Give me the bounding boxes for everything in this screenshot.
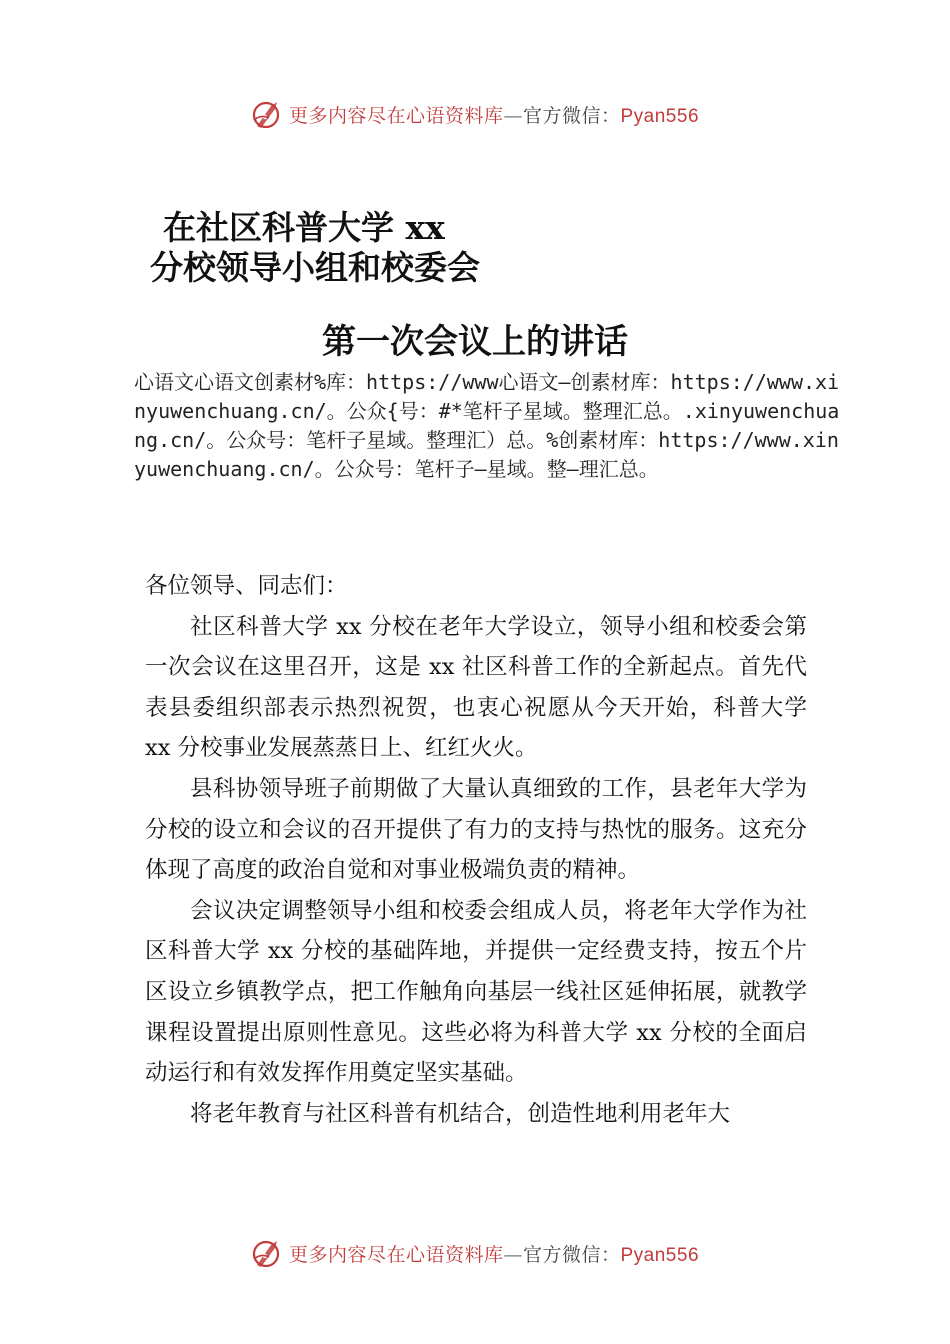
salutation: 各位领导、同志们： — [145, 573, 348, 599]
source-note: 心语文心语文创素材%库：https://www心语文—创素材库：https://www.xinyuwenchuang.cn/。公众{号：#*笔杆子星域。整理汇总。.xinyuwenchuang.cn/。公众号：笔杆子星域。整理汇）总。%创素材库：https://www.xinyuwenchuang.cn/。公众号：笔杆子—星域。整—理汇总。 — [134, 370, 840, 481]
body-paragraph: 县科协领导班子前期做了大量认真细致的工作，县老年大学为分校的设立和会议的召开提供了有力的支持与热忱的服务。这充分体现了高度的政治自觉和对事业极端负责的精神。 — [145, 775, 807, 884]
watermark-text — [289, 101, 699, 128]
body-paragraph: 将老年教育与社区科普有机结合，创造性地利用老年大 — [190, 1100, 731, 1127]
watermark-wechat-label: 官方微信： — [522, 1243, 621, 1266]
watermark-wechat-account: Pyan556 — [620, 105, 700, 127]
body-paragraph: 会议决定调整领导小组和校委会组成人员，将老年大学作为社区科普大学 xx 分校的基础阵地，并提供一定经费支持，按五个片区设立乡镇教学点，把工作触角向基层一线社区延伸拓展，就教学课程设置提出原则性意见。这些必将为科普大学 xx 分校的全面启动运行和有效发挥作用奠定坚实基础。 — [145, 897, 807, 1087]
pen-nib-circle-icon — [251, 1237, 283, 1269]
document-body — [145, 566, 807, 1134]
watermark-separator: — — [503, 1243, 523, 1266]
document-title-line-3: 第一次会议上的讲话 — [322, 322, 628, 362]
body-paragraph: 社区科普大学 xx 分校在老年大学设立，领导小组和校委会第一次会议在这里召开，这是 xx 社区科普工作的全新起点。首先代表县委组织部表示热烈祝贺，也衷心祝愿从今天开始，科普大学 xx 分校事业发展蒸蒸日上、红红火火。 — [145, 613, 807, 762]
watermark-site-text: 更多内容尽在心语资料库 — [288, 104, 504, 127]
watermark-separator: — — [503, 104, 523, 127]
watermark-text — [289, 1240, 699, 1267]
footer-watermark — [0, 1233, 950, 1273]
watermark-wechat-account: Pyan556 — [620, 1244, 700, 1266]
document-title-line-2: 分校领导小组和校委会 — [150, 248, 480, 287]
header-watermark — [0, 94, 950, 134]
document-title-line-1: 在社区科普大学 xx — [163, 208, 445, 247]
pen-nib-circle-icon — [251, 98, 283, 130]
watermark-wechat-label: 官方微信： — [522, 104, 621, 127]
watermark-site-text: 更多内容尽在心语资料库 — [288, 1243, 504, 1266]
